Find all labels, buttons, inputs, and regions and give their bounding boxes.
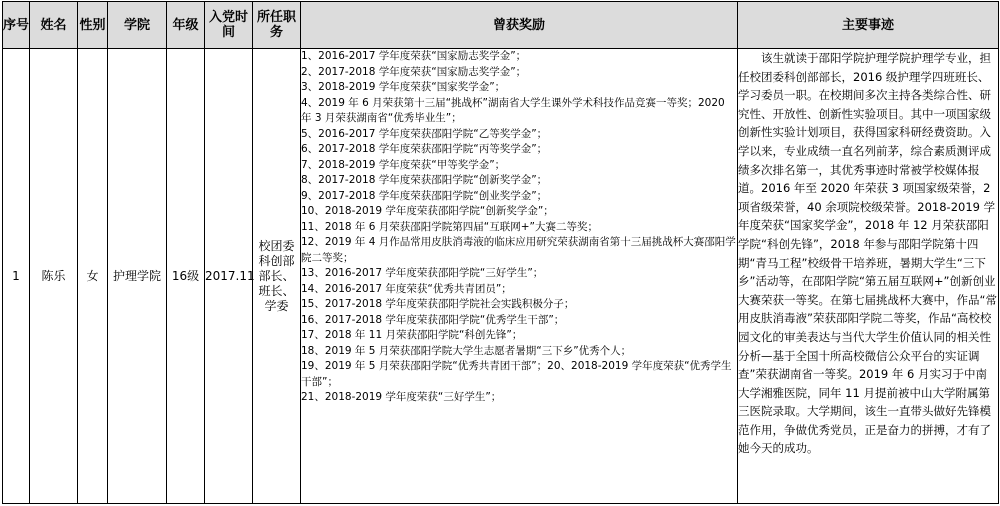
header-grade: 年级 <box>167 2 205 49</box>
award-item: 14、2016-2017 年度荣获“优秀共青团员”； <box>301 282 512 295</box>
award-item: 1、2016-2017 学年度荣获“国家励志奖学金”； <box>301 50 527 62</box>
cell-name: 陈乐 <box>30 49 78 504</box>
award-item: 9、2017-2018 学年度荣获邵阳学院“创业奖学金”； <box>301 189 548 202</box>
student-award-table <box>2 1 999 504</box>
cell-grade: 16级 <box>167 49 205 504</box>
header-awards: 曾获奖励 <box>301 2 738 49</box>
header-seq: 序号 <box>3 2 30 49</box>
header-college: 学院 <box>108 2 167 49</box>
header-row <box>3 2 999 49</box>
award-item: 17、2018 年 11 月荣获邵阳学院“科创先锋”； <box>301 329 523 341</box>
award-item: 12、2019 年 4 月作品常用皮肤消毒液的临床应用研究荣获湖南省第十三届挑战杯大赛邵阳学院二等奖； <box>301 236 736 264</box>
award-item: 15、2017-2018 学年度荣获邵阳学院社会实践积极分子； <box>301 298 575 310</box>
cell-college: 护理学院 <box>108 49 167 504</box>
award-item: 7、2018-2019 学年度荣获“甲等奖学金”； <box>301 158 506 171</box>
award-item: 10、2018-2019 学年度荣获邵阳学院“创新奖学金”； <box>301 205 554 217</box>
header-position: 所任职务 <box>253 2 301 49</box>
award-item: 3、2018-2019 学年度荣获“国家奖学金”； <box>301 81 506 93</box>
header-party-time: 入党时间 <box>205 2 253 49</box>
cell-seq: 1 <box>3 49 30 504</box>
award-item: 2、2017-2018 学年度荣获“国家励志奖学金”； <box>301 65 527 78</box>
award-item: 13、2016-2017 学年度荣获邵阳学院“三好学生”； <box>301 267 544 279</box>
award-item: 19、2019 年 5 月荣获邵阳学院“优秀共青团干部”；20、2018-2019 学年度荣获“优秀学生干部”； <box>301 360 732 388</box>
cell-deeds: 该生就读于邵阳学院护理学院护理学专业，担任校团委科创部部长，2016 级护理学四班班长、学习委员一职。在校期间多次主持各类综合性、研究性、开放性、创新性实验项目。其中一项国家级创新性实验计划项目，获得国家科研经费资助。入学以来，专业成绩一直名列前茅，综合素质测评成绩多次排名第一，其优秀事迹时常被学校媒体报道。2016 年至 2020 年荣获 3 项国家级荣誉，2 项省级荣誉，40 余项院校级荣誉。2018-2019 学年度荣获“国家奖学金”，2018 年 12 月荣获邵阳学院“科创先锋”，2018 年参与邵阳学院第十四期“青马工程”校级骨干培养班，暑期大学生“三下乡”活动等，在邵阳学院“第五届互联网+”创新创业大赛荣获一等奖。在第七届挑战杯大赛中，作品“常用皮肤消毒液”荣获邵阳学院二等奖，作品“高校校园文化的审美表达与当代大学生价值认同的相关性分析—基于全国十所高校微信公众平台的实证调查”荣获湖南省一等奖。2019 年 6 月实习于中南大学湘雅医院，同年 11 月提前被中山大学附属第三医院录取。大学期间，该生一直带头做好先锋模范作用，争做优秀党员，正是奋力的拼搏，才有了她今天的成功。 <box>738 49 999 504</box>
award-item: 11、2018 年 6 月荣获邵阳学院第四届“互联网+”大赛二等奖； <box>301 220 598 233</box>
cell-position: 校团委科创部部长、班长、学委 <box>253 49 301 504</box>
header-gender: 性别 <box>78 2 108 49</box>
header-name: 姓名 <box>30 2 78 49</box>
award-item: 18、2019 年 5 月荣获邵阳学院大学生志愿者暑期“三下乡”优秀个人； <box>301 344 632 357</box>
award-item: 4、2019 年 6 月荣获第十三届“挑战杯”湖南省大学生课外学术科技作品竞赛一等奖；2020 年 3 月荣获湖南省“优秀毕业生”； <box>301 96 725 124</box>
header-deeds: 主要事迹 <box>738 2 999 49</box>
cell-party-time: 2017.11 <box>205 49 253 504</box>
cell-gender: 女 <box>78 49 108 504</box>
table-row <box>3 49 999 504</box>
award-item: 21、2018-2019 学年度荣获“三好学生”； <box>301 391 502 403</box>
cell-awards <box>301 49 738 504</box>
award-item: 16、2017-2018 学年度荣获邵阳学院“优秀学生干部”； <box>301 313 565 326</box>
award-item: 8、2017-2018 学年度荣获邵阳学院“创新奖学金”； <box>301 174 548 186</box>
award-item: 6、2017-2018 学年度荣获邵阳学院“丙等奖学金”； <box>301 143 548 155</box>
award-item: 5、2016-2017 学年度荣获邵阳学院“乙等奖学金”； <box>301 127 548 140</box>
